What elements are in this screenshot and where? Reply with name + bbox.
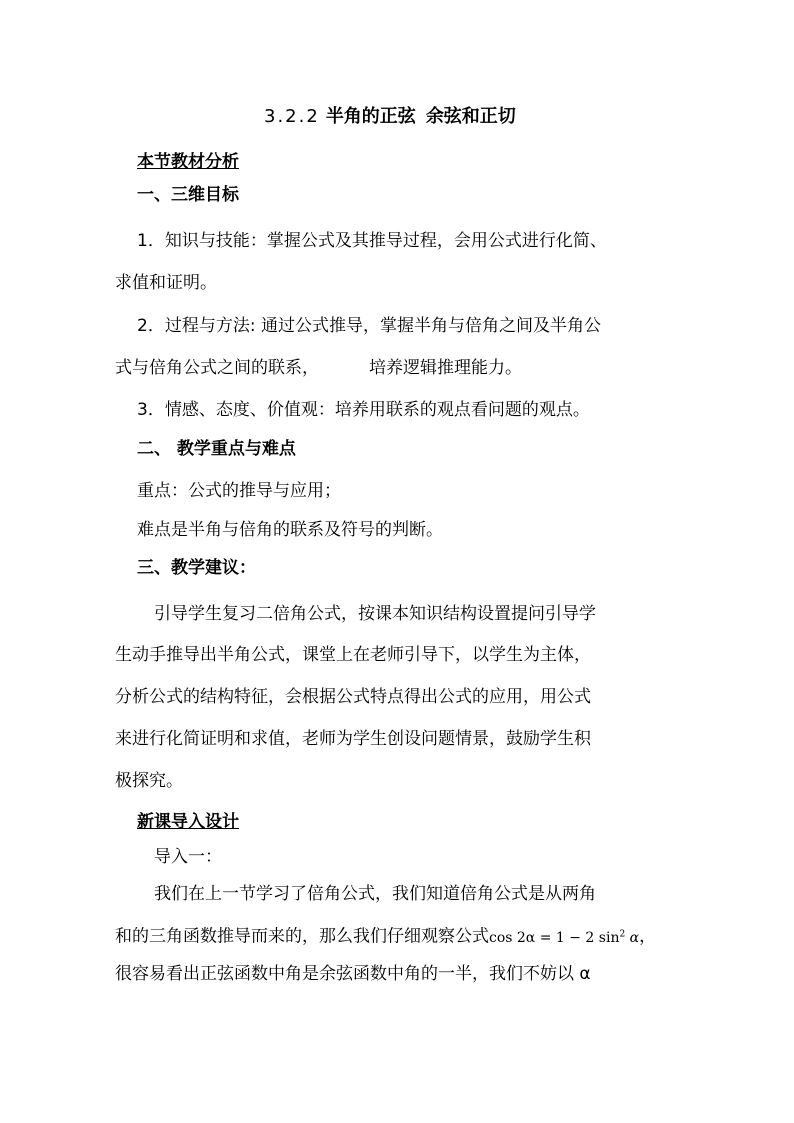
- goal-1-line-2: 求值和证明。: [115, 273, 217, 293]
- intro-label: 导入一：: [154, 847, 222, 867]
- goal-2-line-2-part-b: 培养逻辑推理能力。: [369, 358, 522, 378]
- goal-3: 3．情感、态度、价值观：培养用联系的观点看问题的观点。: [137, 400, 590, 420]
- suggestion-line-4: 来进行化简证明和求值，老师为学生创设问题情景，鼓励学生积: [115, 729, 591, 749]
- page-title: [264, 105, 516, 129]
- formula-exponent: 2: [619, 929, 626, 939]
- goal-2-line-2: [115, 356, 522, 380]
- formula-variable: α: [625, 929, 640, 946]
- difficult-point: 难点是半角与倍角的联系及符号的判断。: [137, 520, 443, 540]
- double-angle-formula: [489, 930, 639, 946]
- suggestion-line-3: 分析公式的结构特征，会根据公式特点得出公式的应用，用公式: [115, 687, 591, 707]
- heading-three-dimensional-goals: 一、三维目标: [137, 185, 239, 205]
- section-number: 3.2.2: [264, 106, 320, 127]
- section-intro-heading: 新课导入设计: [137, 812, 239, 832]
- heading-teaching-suggestions: 三、教学建议：: [137, 558, 256, 578]
- title-part-1: 半角的正弦: [325, 106, 416, 127]
- key-point: 重点：公式的推导与应用；: [137, 481, 341, 501]
- suggestion-line-5: 极探究。: [115, 771, 183, 791]
- formula-lhs: cos 2α = 1 − 2 sin: [489, 929, 620, 946]
- intro-line-2: [115, 922, 656, 950]
- intro-line-1: 我们在上一节学习了倍角公式，我们知道倍角公式是从两角: [154, 884, 596, 904]
- intro-line-2-text: 和的三角函数推导而来的，那么我们仔细观察公式: [115, 926, 489, 947]
- goal-1-line-1: 1．知识与技能：掌握公式及其推导过程，会用公式进行化简、: [137, 231, 607, 251]
- suggestion-line-1: 引导学生复习二倍角公式，按课本知识结构设置提问引导学: [154, 604, 596, 624]
- intro-line-2-comma: ，: [639, 926, 657, 947]
- goal-2-line-1: 2．过程与方法: 通过公式推导，掌握半角与倍角之间及半角公: [137, 316, 601, 336]
- goal-2-line-2-part-a: 式与倍角公式之间的联系，: [115, 358, 319, 378]
- heading-key-and-difficult-points: 二、 教学重点与难点: [137, 439, 296, 459]
- title-part-2: 余弦和正切: [425, 106, 516, 127]
- intro-line-3: 很容易看出正弦函数中角是余弦函数中角的一半，我们不妨以 α: [115, 964, 591, 984]
- section-analysis-heading: 本节教材分析: [137, 152, 239, 172]
- suggestion-line-2: 生动手推导出半角公式，课堂上在老师引导下，以学生为主体，: [115, 645, 591, 665]
